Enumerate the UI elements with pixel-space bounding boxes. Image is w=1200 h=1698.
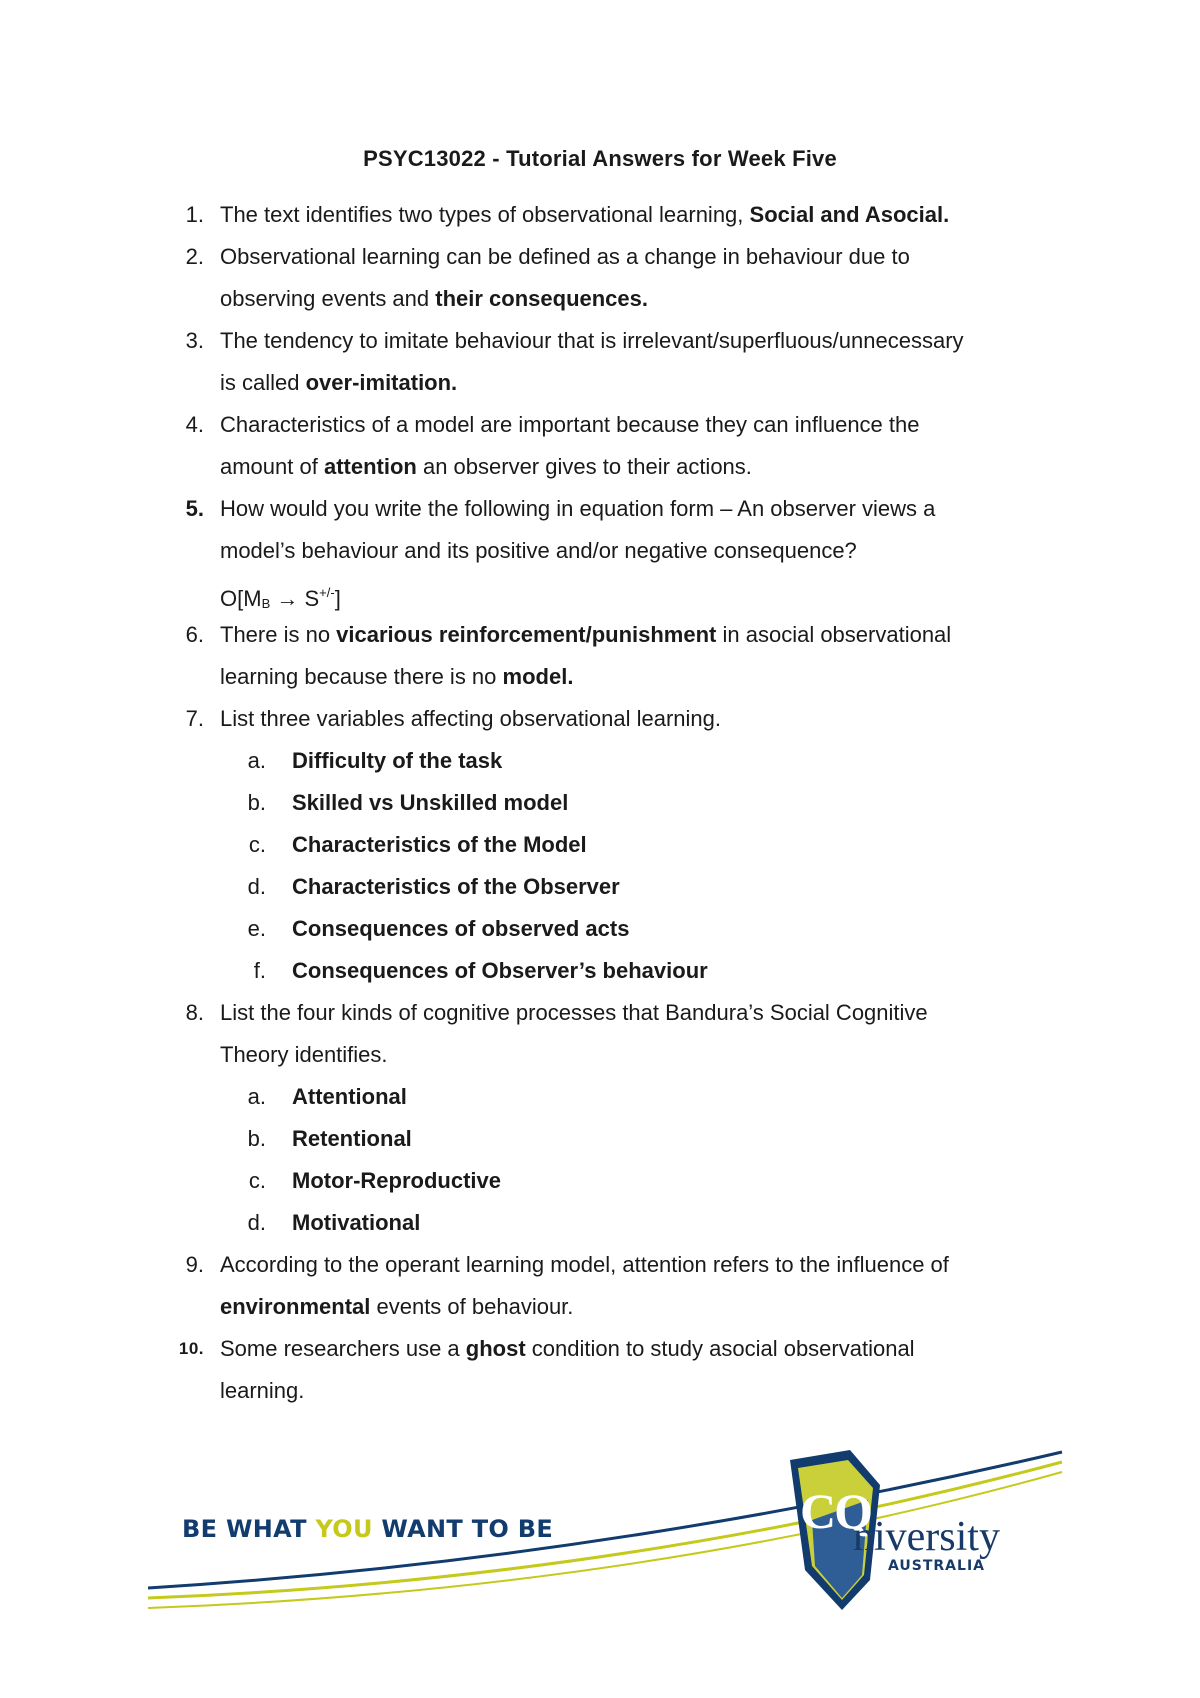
answer-key-term: over-imitation.	[305, 370, 458, 395]
answer-text: Observational learning can be defined as a change in behaviour due to	[220, 244, 910, 269]
sub-letter: d.	[247, 1210, 266, 1235]
answer-line	[168, 656, 1068, 698]
equation: $O[M_B \to S^{+/-}]$	[220, 585, 341, 611]
sub-answer-text: Characteristics of the Observer	[292, 874, 620, 899]
answer-text: observing events and their consequences.	[220, 286, 649, 311]
answer-line	[168, 698, 1068, 740]
question-number: 7.	[185, 706, 204, 731]
sub-answer-text: Consequences of observed acts	[292, 916, 630, 941]
answer-text: learning.	[220, 1378, 305, 1403]
question-number: 9.	[185, 1252, 204, 1277]
sub-answer-text: Consequences of Observer’s behaviour	[292, 958, 708, 983]
sub-answer	[168, 1118, 1068, 1160]
question-number: 2.	[185, 244, 204, 269]
answer-text: amount of attention an observer gives to their actions.	[220, 454, 752, 479]
logo-country-text: AUSTRALIA	[888, 1558, 985, 1574]
logo-cq-letters: CQ	[800, 1483, 871, 1539]
sub-answer	[168, 950, 1068, 992]
sub-answer-text: Difficulty of the task	[292, 748, 503, 773]
sub-letter: b.	[247, 1126, 266, 1151]
answer-text: How would you write the following in equation form – An observer views a	[220, 496, 936, 521]
answer-text: The text identifies two types of observational learning, Social and Asocial.	[220, 202, 950, 227]
answer-line	[168, 404, 1068, 446]
answer-line	[168, 1286, 1068, 1328]
question-number: 6.	[185, 622, 204, 647]
sub-answer	[168, 782, 1068, 824]
answer-key-term: Social and Asocial.	[749, 202, 950, 227]
slogan	[182, 1515, 553, 1543]
answer-line	[168, 1034, 1068, 1076]
answer-text: environmental events of behaviour.	[220, 1294, 574, 1319]
sub-letter: c.	[248, 832, 266, 857]
answer-line	[168, 362, 1068, 404]
answer-text: Theory identifies.	[220, 1042, 388, 1067]
question-number: 1.	[185, 202, 204, 227]
answer-key-term: model.	[502, 664, 574, 689]
document-title: PSYC13022 - Tutorial Answers for Week Five	[363, 146, 837, 171]
footer-banner	[0, 1390, 1200, 1650]
question-number: 8.	[185, 1000, 204, 1025]
answer-text: model’s behaviour and its positive and/or negative consequence?	[220, 538, 857, 563]
question-number: 4.	[185, 412, 204, 437]
sub-answer-text: Characteristics of the Model	[292, 832, 587, 857]
answer-text: is called over-imitation.	[220, 370, 458, 395]
answer-line	[168, 614, 1068, 656]
sub-answer	[168, 866, 1068, 908]
logo-university-text: niversity	[853, 1514, 1000, 1560]
sub-answer-text: Motivational	[292, 1210, 421, 1235]
question-number: 10.	[178, 1339, 204, 1358]
sub-letter: b.	[247, 790, 266, 815]
sub-letter: a.	[247, 1084, 266, 1109]
answer-line	[168, 992, 1068, 1034]
answer-line	[168, 1244, 1068, 1286]
answer-text: There is no vicarious reinforcement/punishment in asocial observational	[220, 622, 952, 647]
answer-text: Characteristics of a model are important because they can influence the	[220, 412, 920, 437]
slogan-part: WANT TO BE	[372, 1515, 554, 1543]
question-number: 5.	[185, 496, 204, 521]
answer-line	[168, 446, 1068, 488]
answer-list	[168, 194, 1068, 1412]
answer-key-term: ghost	[465, 1336, 526, 1361]
answer-text: learning because there is no model.	[220, 664, 574, 689]
answer-line	[168, 320, 1068, 362]
sub-answer	[168, 1076, 1068, 1118]
answer-line	[168, 236, 1068, 278]
answer-line	[168, 194, 1068, 236]
slogan-highlight: YOU	[315, 1515, 373, 1543]
sub-letter: c.	[248, 1168, 266, 1193]
answer-key-term: attention	[323, 454, 417, 479]
answer-text: Some researchers use a ghost condition to study asocial observational	[220, 1336, 915, 1361]
answer-key-term: their consequences.	[435, 286, 649, 311]
answer-text: List three variables affecting observational learning.	[220, 706, 722, 731]
sub-letter: d.	[247, 874, 266, 899]
answer-text: List the four kinds of cognitive processes that Bandura’s Social Cognitive	[220, 1000, 928, 1025]
sub-answer-text: Attentional	[292, 1084, 407, 1109]
sub-answer	[168, 824, 1068, 866]
answer-line	[168, 488, 1068, 530]
answer-line	[168, 278, 1068, 320]
sub-answer-text: Motor-Reproductive	[292, 1168, 501, 1193]
sub-answer-text: Retentional	[292, 1126, 412, 1151]
answer-key-term: vicarious reinforcement/punishment	[336, 622, 717, 647]
answer-text: The tendency to imitate behaviour that is irrelevant/superfluous/unnecessary	[220, 328, 964, 353]
cqu-shield-icon	[0, 1390, 1200, 1650]
sub-letter: a.	[247, 748, 266, 773]
slogan-part: BE WHAT	[182, 1515, 316, 1543]
sub-answer	[168, 908, 1068, 950]
sub-answer	[168, 740, 1068, 782]
sub-letter: f.	[253, 958, 266, 983]
sub-answer-text: Skilled vs Unskilled model	[292, 790, 569, 815]
question-number: 3.	[185, 328, 204, 353]
answer-line	[168, 530, 1068, 572]
answer-key-term: environmental	[220, 1294, 371, 1319]
sub-answer	[168, 1202, 1068, 1244]
equation-line	[168, 572, 1068, 614]
answer-line	[168, 1328, 1068, 1370]
sub-letter: e.	[247, 916, 266, 941]
answer-text: According to the operant learning model, attention refers to the influence of	[220, 1252, 949, 1277]
sub-answer	[168, 1160, 1068, 1202]
